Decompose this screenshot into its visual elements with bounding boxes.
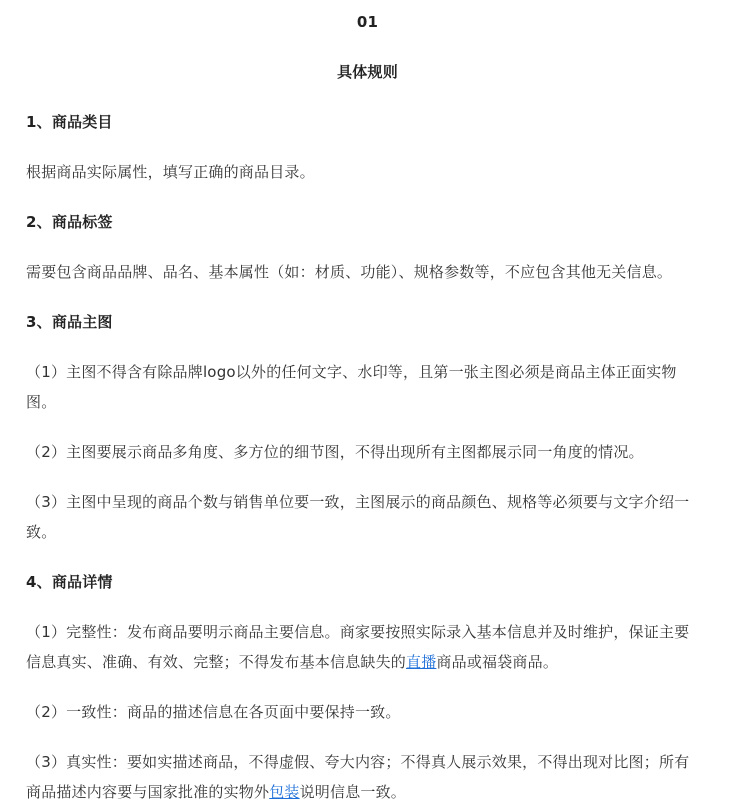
details-item-3-text-before: 商品描述内容要与国家批准的实物外 [26, 783, 270, 801]
main-image-item-1-line-2: 图。 [26, 393, 57, 411]
details-item-1-text-after: 商品或福袋商品。 [436, 653, 559, 671]
main-image-item-3-line-1: （3）主图中呈现的商品个数与销售单位要一致，主图展示的商品颜色、规格等必须要与文字介绍一 [26, 493, 690, 511]
rule-heading-label: 2、商品标签 [26, 213, 113, 231]
details-item-1-line-1: （1）完整性：发布商品要明示商品主要信息。商家要按照实际录入基本信息并及时维护，保证主要 [26, 623, 690, 641]
section-number: 01 [356, 13, 379, 31]
details-item-3-line-1: （3）真实性：要如实描述商品，不得虚假、夸大内容；不得真人展示效果，不得出现对比图；所有 [26, 753, 690, 771]
rule-heading-details: 4、商品详情 [26, 573, 113, 591]
main-image-item-3-line-2: 致。 [26, 523, 57, 541]
live-stream-link[interactable]: 直播 [406, 653, 437, 671]
rule-body-category: 根据商品实际属性，填写正确的商品目录。 [26, 163, 315, 181]
main-image-item-1-line-1: （1）主图不得含有除品牌logo以外的任何文字、水印等，且第一张主图必须是商品主体正面实物 [26, 363, 677, 381]
details-item-3-line-2 [26, 777, 723, 807]
rule-heading-category: 1、商品类目 [26, 113, 113, 131]
details-item-2: （2）一致性：商品的描述信息在各页面中要保持一致。 [26, 703, 401, 721]
packaging-link[interactable]: 包装 [269, 783, 300, 801]
rule-body-label: 需要包含商品品牌、品名、基本属性（如：材质、功能）、规格参数等，不应包含其他无关信息。 [26, 263, 673, 281]
main-image-item-2: （2）主图要展示商品多角度、多方位的细节图，不得出现所有主图都展示同一角度的情况。 [26, 443, 644, 461]
section-title: 具体规则 [337, 63, 398, 81]
details-item-1-text-before: 信息真实、准确、有效、完整；不得发布基本信息缺失的 [26, 653, 407, 671]
rule-heading-main-image: 3、商品主图 [26, 313, 113, 331]
details-item-1-line-2 [26, 647, 723, 677]
details-item-3-text-after: 说明信息一致。 [299, 783, 407, 801]
